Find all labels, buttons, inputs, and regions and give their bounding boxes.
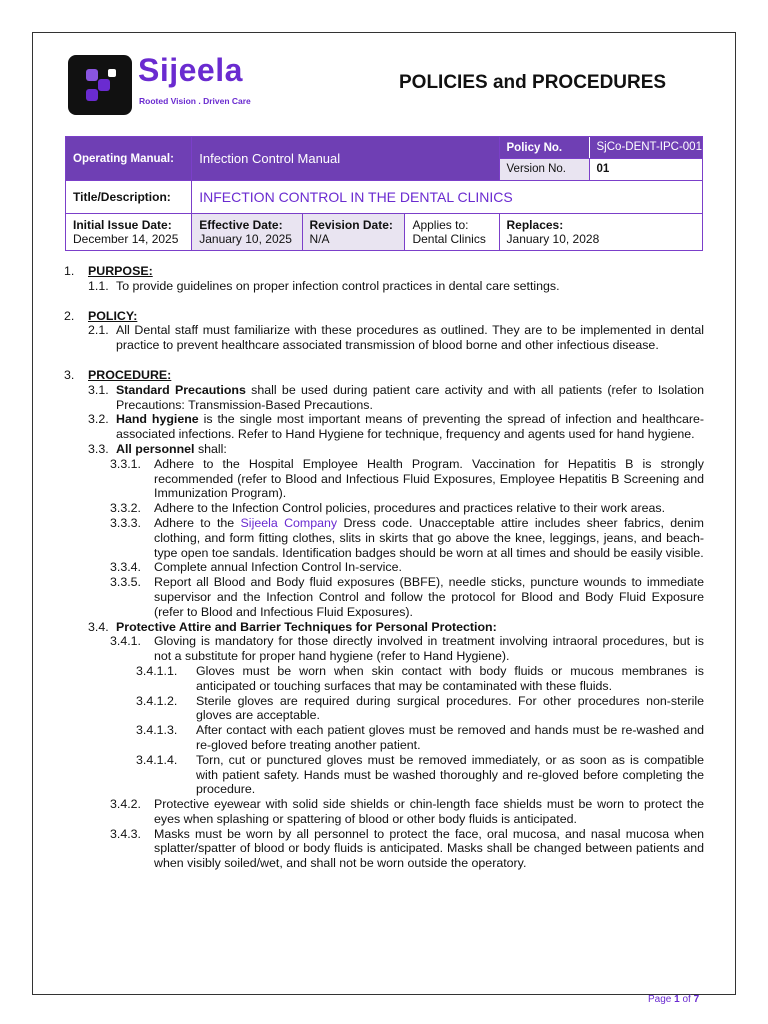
- document-header-table: [65, 136, 703, 251]
- brand-name: Sijeela: [138, 52, 243, 88]
- revision-date-cell: Revision Date: N/A: [302, 214, 405, 251]
- list-item: 1.1. To provide guidelines on proper infection control practices in dental care settings.: [88, 278, 560, 293]
- company-link[interactable]: Sijeela Company: [240, 515, 338, 530]
- list-item: 3.4.1.2. Sterile gloves are required during surgical procedures. For other procedures non-sterile gloves are acceptable.: [136, 693, 704, 723]
- version-no-value: 01: [589, 159, 702, 180]
- list-item: 3.3.2. Adhere to the Infection Control policies, procedures and practices relative to their work areas.: [110, 501, 666, 516]
- title-label: Title/Description:: [66, 181, 192, 214]
- policy-no-value: SjCo-DENT-IPC-001: [589, 137, 702, 158]
- brand-tagline: Rooted Vision . Driven Care: [139, 96, 251, 106]
- initial-issue-cell: Initial Issue Date: December 14, 2025: [66, 214, 192, 251]
- list-item: 3.3.3. Adhere to the Sijeela Company Dress code. Unacceptable attire includes sheer fabrics, denim clothing, and form fitting clothes, slits in skirts that go above the knee, leggings, jeans, and beach-type open toe sandals. Identification badges should be worn at all times and should be easily visible.: [110, 515, 704, 560]
- list-item: 3.4.1. Gloving is mandatory for those directly involved in treatment involving intraoral procedures, but is not a substitute for proper hand hygiene (refer to Hand Hygiene).: [110, 634, 704, 664]
- title-value: INFECTION CONTROL IN THE DENTAL CLINICS: [192, 181, 703, 214]
- policy-no-label: Policy No.: [506, 141, 563, 154]
- section-heading: 2. POLICY:: [64, 308, 138, 323]
- section-heading: 3. PROCEDURE:: [64, 367, 172, 382]
- replaces-cell: Replaces: January 10, 2028: [499, 214, 702, 251]
- list-item: 3.3.5. Report all Blood and Body fluid exposures (BBFE), needle sticks, puncture wounds to immediate supervisor and the Infection Control and follow the protocol for Blood and Body Fluid Exposure (refer to Blood and Infectious Fluid Exposures).: [110, 575, 704, 619]
- applies-to-cell: Applies to: Dental Clinics: [405, 214, 499, 251]
- list-item: 3.1. Standard Precautions shall be used during patient care activity and with all patients (refer to Isolation Precautions: Transmission-Based Precautions.: [88, 382, 704, 412]
- list-item: 3.4.1.3. After contact with each patient gloves must be removed and hands must be re-washed and re-gloved before treating another patient.: [136, 723, 704, 752]
- sijeela-logo-icon: [68, 55, 132, 115]
- list-item: 3.4.1.4. Torn, cut or punctured gloves must be removed immediately, or as soon as is compatible with patient safety. Hands must be washed thoroughly and re-gloved before completing the procedure.: [136, 752, 704, 797]
- list-item: 2.1. All Dental staff must familiarize with these procedures as outlined. They are to be implemented in dental practice to prevent healthcare associated transmission of blood borne and other infectious disease.: [88, 323, 704, 353]
- operating-manual-label: Operating Manual:: [66, 137, 192, 181]
- version-no-label: Version No.: [500, 159, 589, 180]
- list-item: 3.3.1. Adhere to the Hospital Employee Health Program. Vaccination for Hepatitis B is strongly recommended (refer to Blood and Infectious Fluid Exposures, Employee Hepatitis B Screening and Immunization Program).: [110, 456, 704, 501]
- list-item: 3.3.4. Complete annual Infection Control In-service.: [110, 560, 402, 575]
- list-item: 3.4.2. Protective eyewear with solid side shields or chin-length face shields must be worn to protect the eyes when splashing or spattering of blood or other body fluids is anticipated.: [110, 797, 704, 826]
- effective-date-cell: Effective Date: January 10, 2025: [192, 214, 302, 251]
- list-item: 3.4. Protective Attire and Barrier Techniques for Personal Protection:: [88, 619, 497, 634]
- page-number: Page 1 of 7: [648, 994, 700, 1005]
- list-item: 3.4.1.1. Gloves must be worn when skin contact with body fluids or mucous membranes is anticipated or touching surfaces that may be contaminated with these fluids.: [136, 663, 704, 693]
- document-title: POLICIES and PROCEDURES: [399, 72, 667, 93]
- list-item: 3.3. All personnel shall:: [88, 441, 227, 456]
- list-item: 3.2. Hand hygiene is the single most important means of preventing the spread of infection and healthcare-associated infections. Refer to Hand Hygiene for technique, frequency and agents used for hand hygiene.: [88, 412, 704, 442]
- section-heading: 1. PURPOSE:: [64, 264, 153, 278]
- operating-manual-value: Infection Control Manual: [192, 137, 499, 181]
- list-item: 3.4.3. Masks must be worn by all personnel to protect the face, oral mucosa, and nasal mucosa when splatter/spatter of blood or body fluids is anticipated. Masks shall be changed between patients and when visibly soiled/wet, and shall not be worn outside the operatory.: [110, 826, 704, 871]
- document-body: [64, 264, 704, 871]
